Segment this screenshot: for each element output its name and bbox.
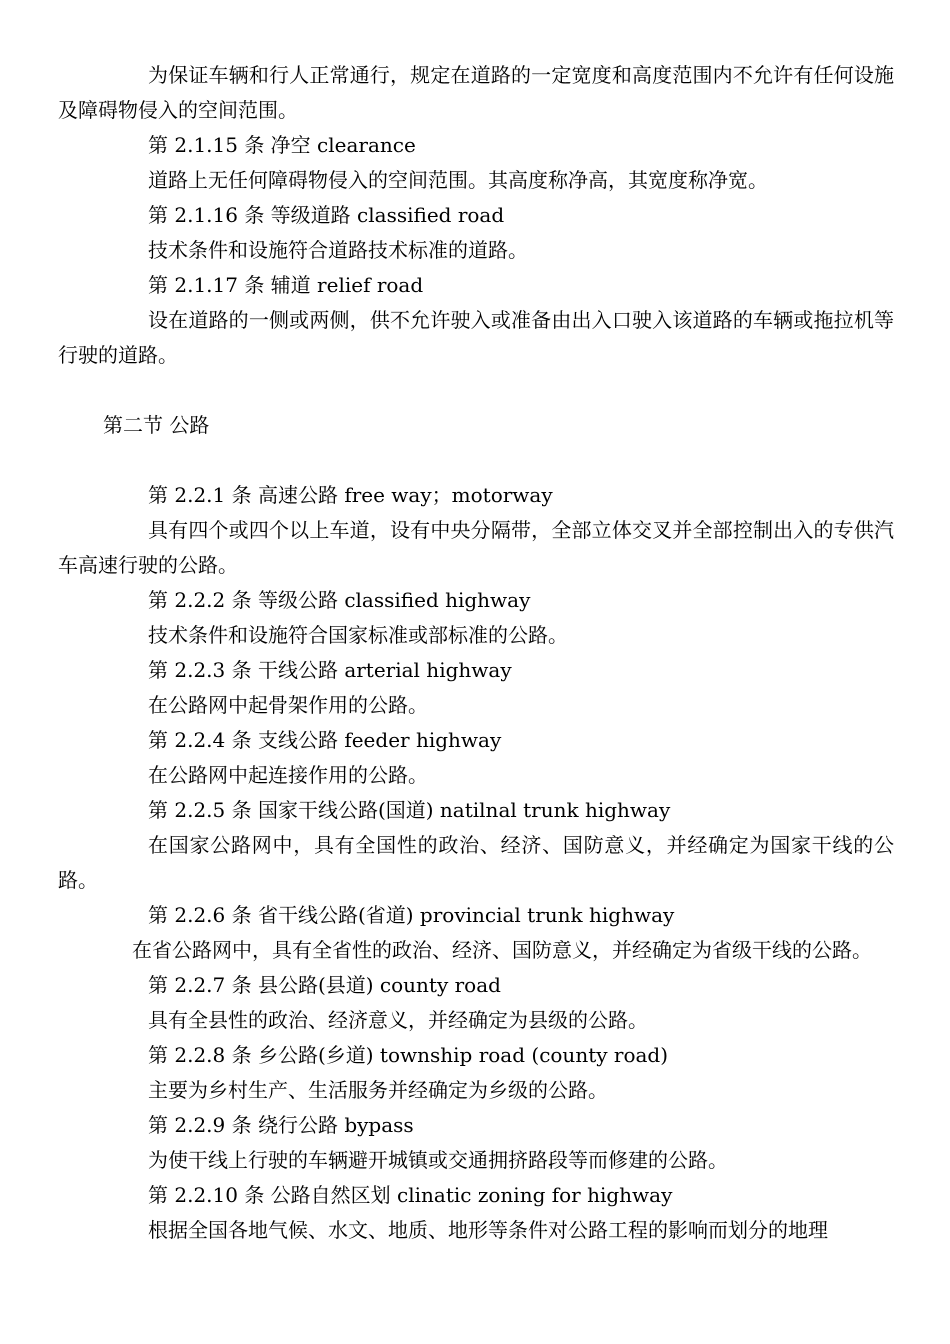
- article-body: 主要为乡村生产、生活服务并经确定为乡级的公路。: [148, 1078, 608, 1102]
- article-heading: 第 2.2.5 条 国家干线公路(国道) natilnal trunk highway: [148, 798, 671, 822]
- article-body: 具有全县性的政治、经济意义，并经确定为县级的公路。: [148, 1008, 648, 1032]
- article-heading: 第 2.2.1 条 高速公路 free way；motorway: [148, 483, 553, 507]
- article-heading: 第 2.2.2 条 等级公路 classified highway: [148, 588, 531, 612]
- article-heading: 第 2.2.10 条 公路自然区划 clinatic zoning for highway: [148, 1183, 673, 1207]
- article-heading: 第 2.1.15 条 净空 clearance: [148, 133, 416, 157]
- article-heading: 第 2.2.3 条 干线公路 arterial highway: [148, 658, 512, 682]
- article-body: 为使干线上行驶的车辆避开城镇或交通拥挤路段等而修建的公路。: [148, 1148, 728, 1172]
- document-page: [58, 58, 894, 1248]
- section-title: 第二节 公路: [103, 413, 210, 437]
- article-body: 技术条件和设施符合道路技术标准的道路。: [148, 238, 528, 262]
- article-heading: 第 2.2.9 条 绕行公路 bypass: [148, 1113, 414, 1137]
- article-body: 在国家公路网中，具有全国性的政治、经济、国防意义，并经确定为国家干线的公路。: [58, 833, 894, 892]
- article-heading: 第 2.1.17 条 辅道 relief road: [148, 273, 424, 297]
- article-body: 在公路网中起骨架作用的公路。: [148, 693, 428, 717]
- paragraph: 为保证车辆和行人正常通行，规定在道路的一定宽度和高度范围内不允许有任何设施及障碍物侵入的空间范围。: [58, 63, 894, 122]
- article-body: 设在道路的一侧或两侧，供不允许驶入或准备由出入口驶入该道路的车辆或拖拉机等行驶的道路。: [58, 308, 894, 367]
- article-heading: 第 2.1.16 条 等级道路 classified road: [148, 203, 505, 227]
- article-heading: 第 2.2.8 条 乡公路(乡道) township road (county road): [148, 1043, 669, 1067]
- article-body: 道路上无任何障碍物侵入的空间范围。其高度称净高，其宽度称净宽。: [148, 168, 768, 192]
- article-body: 根据全国各地气候、水文、地质、地形等条件对公路工程的影响而划分的地理: [148, 1218, 828, 1242]
- article-heading: 第 2.2.6 条 省干线公路(省道) provincial trunk highway: [148, 903, 675, 927]
- article-body: 技术条件和设施符合国家标准或部标准的公路。: [148, 623, 568, 647]
- article-body: 在省公路网中，具有全省性的政治、经济、国防意义，并经确定为省级干线的公路。: [132, 938, 872, 962]
- article-heading: 第 2.2.4 条 支线公路 feeder highway: [148, 728, 502, 752]
- article-body: 在公路网中起连接作用的公路。: [148, 763, 428, 787]
- article-body: 具有四个或四个以上车道，设有中央分隔带，全部立体交叉并全部控制出入的专供汽车高速行驶的公路。: [58, 518, 894, 577]
- article-heading: 第 2.2.7 条 县公路(县道) county road: [148, 973, 501, 997]
